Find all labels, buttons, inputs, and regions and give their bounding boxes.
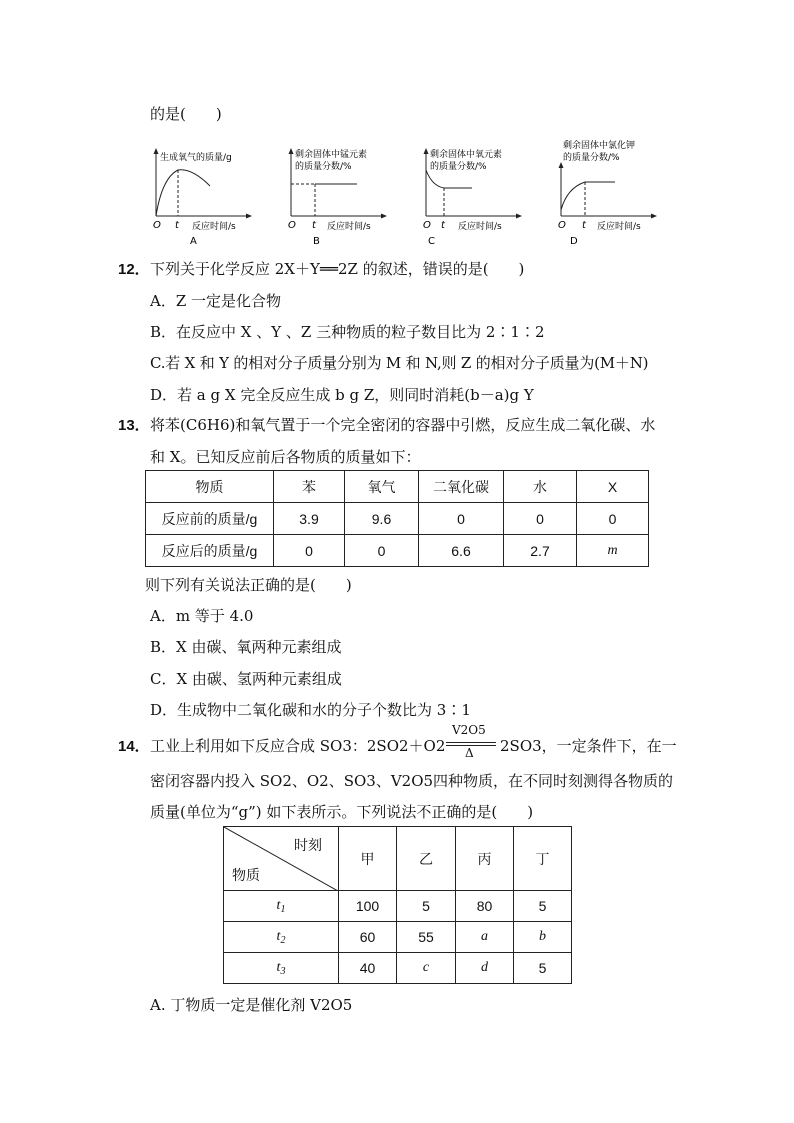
q14-catalyst: V2O5 xyxy=(452,723,486,737)
q12-stem: 下列关于化学反应 2X＋Y══2Z 的叙述，错误的是( ) xyxy=(150,260,525,278)
table-cell: m xyxy=(577,535,649,567)
table-row xyxy=(224,922,572,953)
graph-c-xlabel: 反应时间/s xyxy=(458,222,502,232)
q11-tail: 的是( ) xyxy=(150,105,222,123)
table-cell: 0 xyxy=(274,535,345,567)
q13-stem-1: 将苯(C6H6)和氧气置于一个完全密闭的容器中引燃，反应生成二氧化碳、水 xyxy=(150,416,656,434)
table-cell: 0 xyxy=(577,503,649,535)
graph-b xyxy=(275,140,395,245)
table-cell: $t_3$ xyxy=(224,953,339,984)
table-cell: 9.6 xyxy=(345,503,419,535)
graph-c-caption: C xyxy=(428,236,435,245)
graph-d xyxy=(545,138,670,245)
table-cell: 5 xyxy=(397,891,456,922)
q14-corner-cell xyxy=(224,827,339,891)
q13-table xyxy=(145,470,649,567)
q13-option-a: A．m 等于 4.0 xyxy=(150,607,254,625)
table-cell: 5 xyxy=(514,953,572,984)
graph-c-origin: O xyxy=(423,220,431,231)
graph-c-ylabel-2: 的质量分数/% xyxy=(430,162,487,172)
table-cell: 60 xyxy=(339,922,397,953)
q13-header-substance: 物质 xyxy=(146,471,274,503)
table-cell: 反应前的质量/g xyxy=(146,503,274,535)
q14-option-a: A. 丁物质一定是催化剂 V2O5 xyxy=(150,996,353,1014)
q14-corner-top: 时刻 xyxy=(294,837,322,853)
q13-number: 13． xyxy=(118,417,150,434)
q14-header-bing: 丙 xyxy=(456,827,514,891)
q14-corner-bottom: 物质 xyxy=(232,867,260,883)
graph-a-caption: A xyxy=(190,236,197,245)
q12-number: 12． xyxy=(118,261,150,278)
table-cell: 100 xyxy=(339,891,397,922)
q13-header-benzene: 苯 xyxy=(274,471,345,503)
graph-b-origin: O xyxy=(288,220,296,231)
table-row xyxy=(146,535,649,567)
graph-a-t: t xyxy=(175,220,179,231)
graph-d-caption: D xyxy=(570,236,578,245)
q13-stem-2: 和 X。已知反应前后各物质的质量如下： xyxy=(150,448,421,466)
graph-a xyxy=(140,140,260,245)
graph-d-t: t xyxy=(582,220,586,231)
q14-reaction-arrow xyxy=(446,742,496,743)
graph-b-xlabel: 反应时间/s xyxy=(327,222,371,232)
q14-header-jia: 甲 xyxy=(339,827,397,891)
table-cell: 2.7 xyxy=(504,535,577,567)
table-cell: 0 xyxy=(504,503,577,535)
graph-a-ylabel: 生成氧气的质量/g xyxy=(160,153,232,163)
graph-b-ylabel-2: 的质量分数/% xyxy=(295,162,352,172)
table-cell: 3.9 xyxy=(274,503,345,535)
q12-option-a: A．Z 一定是化合物 xyxy=(150,292,282,310)
q14-table xyxy=(223,826,572,984)
graph-c-t: t xyxy=(441,220,445,231)
q14-stem-2: 密闭容器内投入 SO2、O2、SO3、V2O5四种物质，在不同时刻测得各物质的 xyxy=(150,772,674,790)
q13-after: 则下列有关说法正确的是( ) xyxy=(145,576,352,594)
q14-header-ding: 丁 xyxy=(514,827,572,891)
q13-header-oxygen: 氧气 xyxy=(345,471,419,503)
table-cell: c xyxy=(397,953,456,984)
table-cell: 0 xyxy=(419,503,504,535)
table-cell: 反应后的质量/g xyxy=(146,535,274,567)
q14-stem-3: 质量(单位为“g”) 如下表所示。下列说法不正确的是( ) xyxy=(150,803,534,821)
table-cell: 0 xyxy=(345,535,419,567)
table-row xyxy=(224,953,572,984)
q14-heat: Δ xyxy=(465,746,474,760)
graph-b-caption: B xyxy=(313,236,320,245)
q12-option-b: B．在反应中 X 、Y 、Z 三种物质的粒子数目比为 2∶1∶2 xyxy=(150,323,545,341)
q14-header-yi: 乙 xyxy=(397,827,456,891)
graph-d-ylabel-1: 剩余固体中氯化钾 xyxy=(563,141,636,151)
graph-b-t: t xyxy=(312,220,316,231)
q13-header-co2: 二氧化碳 xyxy=(419,471,504,503)
table-cell: a xyxy=(456,922,514,953)
q14-stem-1-post: 2SO3，一定条件下，在一 xyxy=(500,737,677,755)
table-cell: 80 xyxy=(456,891,514,922)
table-cell: $t_1$ xyxy=(224,891,339,922)
graph-a-origin: O xyxy=(153,220,161,231)
q14-stem-1-pre: 工业上利用如下反应合成 SO3：2SO2＋O2 xyxy=(150,737,446,755)
table-cell: 5 xyxy=(514,891,572,922)
q14-number: 14． xyxy=(118,738,150,755)
q12-option-c: C.若 X 和 Y 的相对分子质量分别为 M 和 N,则 Z 的相对分子质量为(M＋N) xyxy=(150,354,649,372)
graph-d-xlabel: 反应时间/s xyxy=(597,222,641,232)
graph-d-ylabel-2: 的质量分数/% xyxy=(563,153,620,163)
graph-b-ylabel-1: 剩余固体中锰元素 xyxy=(295,150,368,160)
table-cell: $t_2$ xyxy=(224,922,339,953)
graph-a-xlabel: 反应时间/s xyxy=(192,222,236,232)
graph-c xyxy=(410,140,530,245)
q13-option-d: D．生成物中二氧化碳和水的分子个数比为 3∶1 xyxy=(150,701,471,719)
q13-option-c: C．X 由碳、氢两种元素组成 xyxy=(150,670,342,688)
table-cell: b xyxy=(514,922,572,953)
q13-header-water: 水 xyxy=(504,471,577,503)
table-cell: 40 xyxy=(339,953,397,984)
table-row xyxy=(146,503,649,535)
table-cell: d xyxy=(456,953,514,984)
q12-option-d: D．若 a g X 完全反应生成 b g Z，则同时消耗(b－a)g Y xyxy=(150,386,534,404)
graph-c-ylabel-1: 剩余固体中氧元素 xyxy=(430,150,503,160)
graph-d-origin: O xyxy=(558,220,566,231)
q13-option-b: B．X 由碳、氧两种元素组成 xyxy=(150,638,342,656)
table-cell: 55 xyxy=(397,922,456,953)
table-cell: 6.6 xyxy=(419,535,504,567)
q13-header-x: X xyxy=(577,471,649,503)
table-row xyxy=(224,891,572,922)
